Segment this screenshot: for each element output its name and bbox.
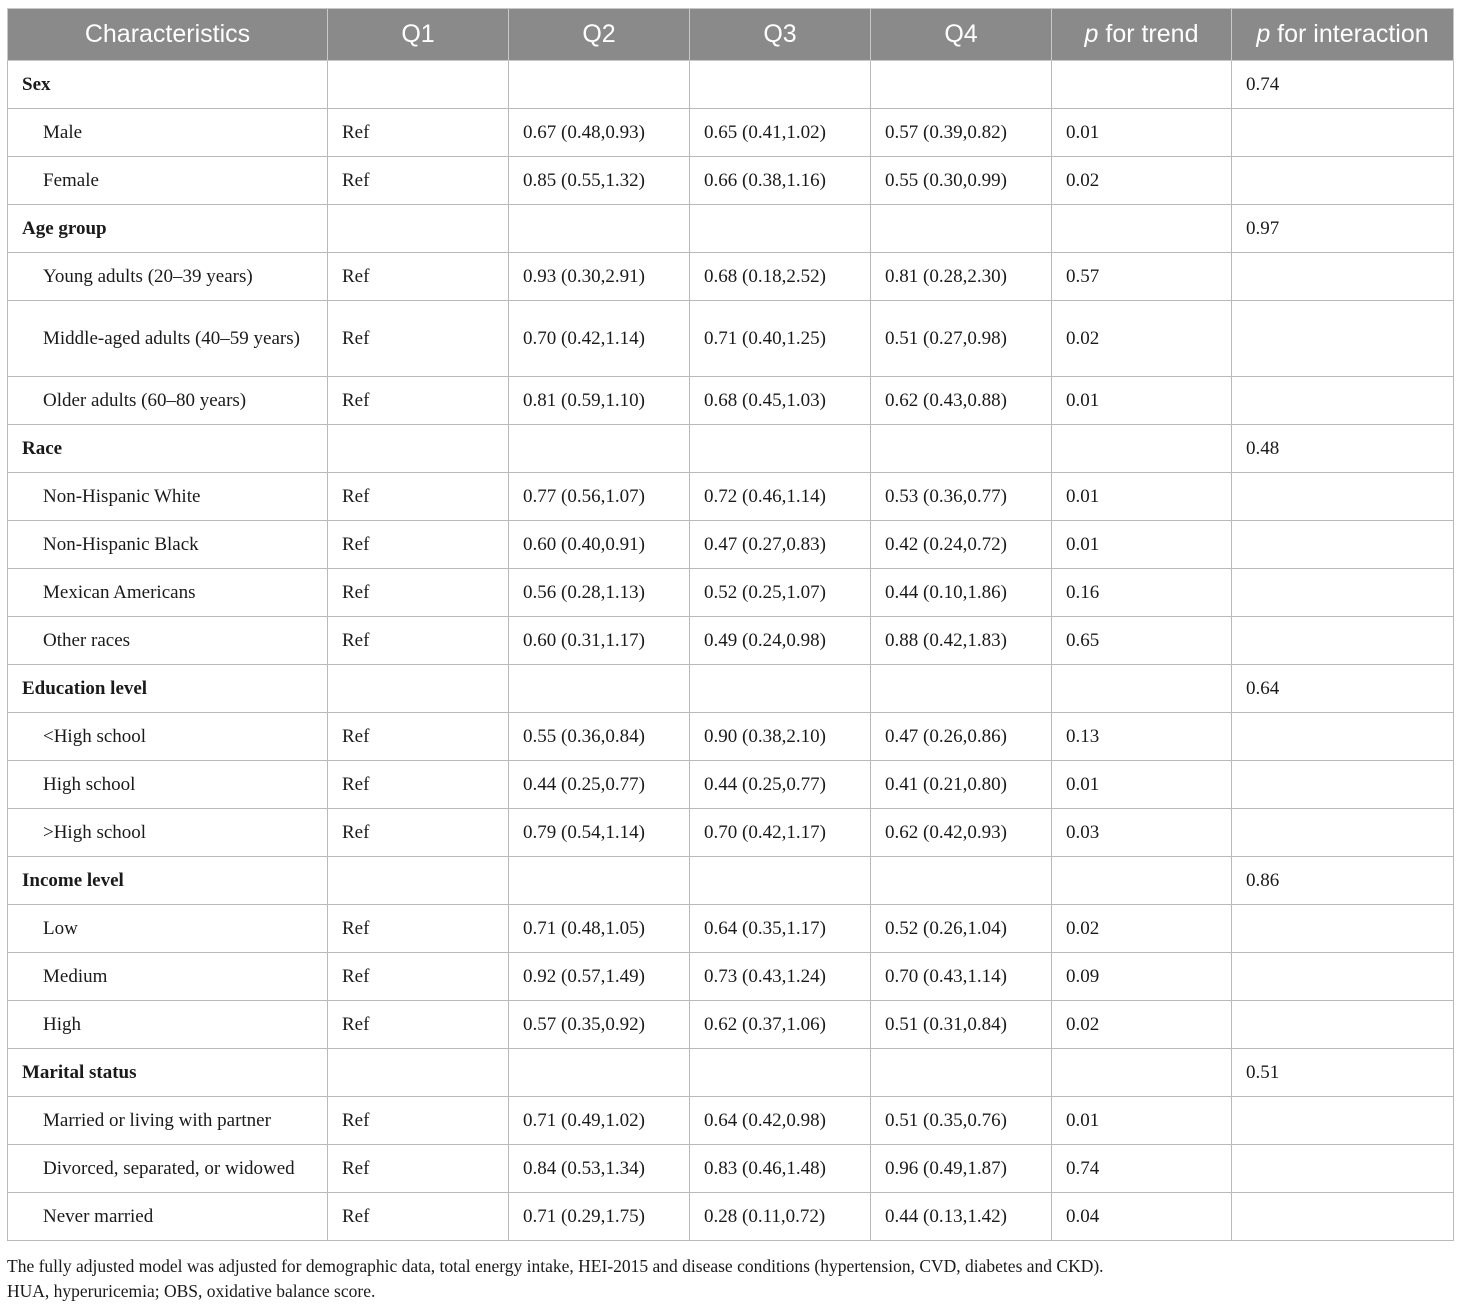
empty-cell: [690, 205, 871, 253]
table-row: [8, 1193, 1454, 1241]
empty-cell: [1232, 157, 1454, 205]
row-label: Married or living with partner: [8, 1097, 328, 1145]
group-label: Income level: [8, 857, 328, 905]
q3-value: 0.68 (0.18,2.52): [690, 253, 871, 301]
row-label: High: [8, 1001, 328, 1049]
empty-cell: [871, 857, 1052, 905]
q4-value: 0.44 (0.13,1.42): [871, 1193, 1052, 1241]
q4-value: 0.51 (0.35,0.76): [871, 1097, 1052, 1145]
p-interaction-value: 0.51: [1232, 1049, 1454, 1097]
q1-value: Ref: [328, 253, 509, 301]
empty-cell: [1232, 377, 1454, 425]
p-interaction-value: 0.48: [1232, 425, 1454, 473]
header-q3: Q3: [690, 9, 871, 61]
group-label: Sex: [8, 61, 328, 109]
q2-value: 0.71 (0.29,1.75): [509, 1193, 690, 1241]
row-label: Divorced, separated, or widowed: [8, 1145, 328, 1193]
p-trend-value: 0.01: [1052, 473, 1232, 521]
table-row: [8, 617, 1454, 665]
table-row: [8, 109, 1454, 157]
row-label: Middle-aged adults (40–59 years): [8, 301, 328, 377]
row-label: Older adults (60–80 years): [8, 377, 328, 425]
q3-value: 0.73 (0.43,1.24): [690, 953, 871, 1001]
header-q2: Q2: [509, 9, 690, 61]
q2-value: 0.71 (0.49,1.02): [509, 1097, 690, 1145]
q1-value: Ref: [328, 905, 509, 953]
empty-cell: [690, 857, 871, 905]
p-trend-value: 0.02: [1052, 905, 1232, 953]
p-trend-value: 0.13: [1052, 713, 1232, 761]
row-label: Male: [8, 109, 328, 157]
table-row: [8, 953, 1454, 1001]
empty-cell: [1232, 761, 1454, 809]
p-trend-value: 0.02: [1052, 301, 1232, 377]
group-row: [8, 205, 1454, 253]
row-label: Non-Hispanic Black: [8, 521, 328, 569]
q2-value: 0.71 (0.48,1.05): [509, 905, 690, 953]
empty-cell: [1052, 205, 1232, 253]
empty-cell: [690, 425, 871, 473]
subgroup-analysis-table: [7, 8, 1454, 1241]
q4-value: 0.62 (0.43,0.88): [871, 377, 1052, 425]
q4-value: 0.88 (0.42,1.83): [871, 617, 1052, 665]
header-p-for-interaction: [1232, 9, 1454, 61]
header-p-interaction-text: for interaction: [1270, 20, 1429, 48]
table-row: [8, 253, 1454, 301]
p-trend-value: 0.65: [1052, 617, 1232, 665]
empty-cell: [1232, 905, 1454, 953]
q1-value: Ref: [328, 377, 509, 425]
empty-cell: [690, 1049, 871, 1097]
p-trend-value: 0.57: [1052, 253, 1232, 301]
empty-cell: [871, 205, 1052, 253]
row-label: Medium: [8, 953, 328, 1001]
q3-value: 0.47 (0.27,0.83): [690, 521, 871, 569]
header-characteristics: Characteristics: [8, 9, 328, 61]
q3-value: 0.66 (0.38,1.16): [690, 157, 871, 205]
p-trend-value: 0.04: [1052, 1193, 1232, 1241]
table-row: [8, 301, 1454, 377]
q1-value: Ref: [328, 953, 509, 1001]
q4-value: 0.62 (0.42,0.93): [871, 809, 1052, 857]
q2-value: 0.93 (0.30,2.91): [509, 253, 690, 301]
q2-value: 0.92 (0.57,1.49): [509, 953, 690, 1001]
q3-value: 0.65 (0.41,1.02): [690, 109, 871, 157]
q3-value: 0.28 (0.11,0.72): [690, 1193, 871, 1241]
q4-value: 0.51 (0.27,0.98): [871, 301, 1052, 377]
empty-cell: [1232, 713, 1454, 761]
q3-value: 0.64 (0.35,1.17): [690, 905, 871, 953]
empty-cell: [871, 61, 1052, 109]
empty-cell: [1232, 1145, 1454, 1193]
q1-value: Ref: [328, 157, 509, 205]
empty-cell: [1232, 1193, 1454, 1241]
q4-value: 0.42 (0.24,0.72): [871, 521, 1052, 569]
p-trend-value: 0.01: [1052, 521, 1232, 569]
q1-value: Ref: [328, 713, 509, 761]
p-interaction-value: 0.86: [1232, 857, 1454, 905]
header-p-trend-text: for trend: [1098, 20, 1199, 48]
table-footnotes: [7, 1254, 1453, 1304]
q2-value: 0.57 (0.35,0.92): [509, 1001, 690, 1049]
q4-value: 0.57 (0.39,0.82): [871, 109, 1052, 157]
row-label: Mexican Americans: [8, 569, 328, 617]
footnote-abbreviations: HUA, hyperuricemia; OBS, oxidative balance score.: [7, 1281, 376, 1301]
p-trend-value: 0.01: [1052, 761, 1232, 809]
p-trend-value: 0.01: [1052, 377, 1232, 425]
footnote-adjustment: The fully adjusted model was adjusted for demographic data, total energy intake, HEI-2015 and disease conditions (hypertension, CVD, diabetes and CKD).: [7, 1256, 1104, 1276]
q4-value: 0.53 (0.36,0.77): [871, 473, 1052, 521]
empty-cell: [1232, 569, 1454, 617]
q1-value: Ref: [328, 473, 509, 521]
table-row: [8, 905, 1454, 953]
table-row: [8, 377, 1454, 425]
p-trend-value: 0.02: [1052, 157, 1232, 205]
row-label: Young adults (20–39 years): [8, 253, 328, 301]
q3-value: 0.70 (0.42,1.17): [690, 809, 871, 857]
p-trend-value: 0.16: [1052, 569, 1232, 617]
row-label: Low: [8, 905, 328, 953]
q1-value: Ref: [328, 109, 509, 157]
table-row: [8, 809, 1454, 857]
table-row: [8, 1145, 1454, 1193]
q1-value: Ref: [328, 809, 509, 857]
empty-cell: [509, 665, 690, 713]
empty-cell: [328, 665, 509, 713]
p-interaction-value: 0.97: [1232, 205, 1454, 253]
q1-value: Ref: [328, 569, 509, 617]
empty-cell: [1232, 1097, 1454, 1145]
empty-cell: [871, 425, 1052, 473]
q4-value: 0.47 (0.26,0.86): [871, 713, 1052, 761]
q4-value: 0.41 (0.21,0.80): [871, 761, 1052, 809]
group-row: [8, 61, 1454, 109]
table-row: [8, 157, 1454, 205]
table-row: [8, 1001, 1454, 1049]
q4-value: 0.44 (0.10,1.86): [871, 569, 1052, 617]
empty-cell: [871, 1049, 1052, 1097]
q1-value: Ref: [328, 1097, 509, 1145]
empty-cell: [328, 1049, 509, 1097]
empty-cell: [509, 1049, 690, 1097]
row-label: Non-Hispanic White: [8, 473, 328, 521]
row-label: High school: [8, 761, 328, 809]
table-row: [8, 569, 1454, 617]
empty-cell: [509, 857, 690, 905]
table-body: [8, 61, 1454, 1241]
empty-cell: [1232, 521, 1454, 569]
p-trend-value: 0.09: [1052, 953, 1232, 1001]
header-p-trend-italic: p: [1084, 20, 1099, 48]
q3-value: 0.90 (0.38,2.10): [690, 713, 871, 761]
table-row: [8, 1097, 1454, 1145]
header-p-interaction-italic: p: [1256, 20, 1271, 48]
q2-value: 0.67 (0.48,0.93): [509, 109, 690, 157]
group-label: Marital status: [8, 1049, 328, 1097]
empty-cell: [328, 425, 509, 473]
empty-cell: [1232, 617, 1454, 665]
row-label: <High school: [8, 713, 328, 761]
p-interaction-value: 0.64: [1232, 665, 1454, 713]
empty-cell: [328, 205, 509, 253]
empty-cell: [1052, 425, 1232, 473]
empty-cell: [1232, 301, 1454, 377]
group-row: [8, 665, 1454, 713]
q4-value: 0.81 (0.28,2.30): [871, 253, 1052, 301]
q2-value: 0.85 (0.55,1.32): [509, 157, 690, 205]
table-row: [8, 713, 1454, 761]
empty-cell: [509, 205, 690, 253]
q3-value: 0.64 (0.42,0.98): [690, 1097, 871, 1145]
header-row: [8, 9, 1454, 61]
p-trend-value: 0.03: [1052, 809, 1232, 857]
q3-value: 0.52 (0.25,1.07): [690, 569, 871, 617]
empty-cell: [871, 665, 1052, 713]
empty-cell: [1052, 61, 1232, 109]
group-row: [8, 857, 1454, 905]
q2-value: 0.60 (0.31,1.17): [509, 617, 690, 665]
table-row: [8, 761, 1454, 809]
q1-value: Ref: [328, 301, 509, 377]
empty-cell: [328, 857, 509, 905]
q2-value: 0.84 (0.53,1.34): [509, 1145, 690, 1193]
p-trend-value: 0.01: [1052, 109, 1232, 157]
q3-value: 0.71 (0.40,1.25): [690, 301, 871, 377]
q2-value: 0.81 (0.59,1.10): [509, 377, 690, 425]
group-label: Race: [8, 425, 328, 473]
empty-cell: [1232, 253, 1454, 301]
empty-cell: [1232, 1001, 1454, 1049]
group-row: [8, 425, 1454, 473]
q2-value: 0.79 (0.54,1.14): [509, 809, 690, 857]
table-row: [8, 521, 1454, 569]
group-label: Education level: [8, 665, 328, 713]
q4-value: 0.96 (0.49,1.87): [871, 1145, 1052, 1193]
q3-value: 0.62 (0.37,1.06): [690, 1001, 871, 1049]
empty-cell: [1232, 809, 1454, 857]
q4-value: 0.51 (0.31,0.84): [871, 1001, 1052, 1049]
empty-cell: [1052, 1049, 1232, 1097]
row-label: Never married: [8, 1193, 328, 1241]
q3-value: 0.44 (0.25,0.77): [690, 761, 871, 809]
row-label: Female: [8, 157, 328, 205]
empty-cell: [509, 425, 690, 473]
empty-cell: [1052, 665, 1232, 713]
q3-value: 0.49 (0.24,0.98): [690, 617, 871, 665]
group-label: Age group: [8, 205, 328, 253]
empty-cell: [1052, 857, 1232, 905]
q4-value: 0.70 (0.43,1.14): [871, 953, 1052, 1001]
group-row: [8, 1049, 1454, 1097]
q2-value: 0.60 (0.40,0.91): [509, 521, 690, 569]
header-q4: Q4: [871, 9, 1052, 61]
row-label: Other races: [8, 617, 328, 665]
empty-cell: [1232, 473, 1454, 521]
p-trend-value: 0.74: [1052, 1145, 1232, 1193]
table-row: [8, 473, 1454, 521]
q1-value: Ref: [328, 521, 509, 569]
row-label: >High school: [8, 809, 328, 857]
empty-cell: [690, 665, 871, 713]
header-q1: Q1: [328, 9, 509, 61]
empty-cell: [1232, 109, 1454, 157]
q1-value: Ref: [328, 1193, 509, 1241]
empty-cell: [509, 61, 690, 109]
empty-cell: [690, 61, 871, 109]
p-trend-value: 0.02: [1052, 1001, 1232, 1049]
q1-value: Ref: [328, 761, 509, 809]
p-interaction-value: 0.74: [1232, 61, 1454, 109]
q2-value: 0.70 (0.42,1.14): [509, 301, 690, 377]
q4-value: 0.52 (0.26,1.04): [871, 905, 1052, 953]
q1-value: Ref: [328, 1145, 509, 1193]
q2-value: 0.56 (0.28,1.13): [509, 569, 690, 617]
p-trend-value: 0.01: [1052, 1097, 1232, 1145]
q1-value: Ref: [328, 1001, 509, 1049]
q1-value: Ref: [328, 617, 509, 665]
header-p-for-trend: [1052, 9, 1232, 61]
q4-value: 0.55 (0.30,0.99): [871, 157, 1052, 205]
q2-value: 0.77 (0.56,1.07): [509, 473, 690, 521]
q3-value: 0.72 (0.46,1.14): [690, 473, 871, 521]
q2-value: 0.55 (0.36,0.84): [509, 713, 690, 761]
empty-cell: [328, 61, 509, 109]
q3-value: 0.68 (0.45,1.03): [690, 377, 871, 425]
q2-value: 0.44 (0.25,0.77): [509, 761, 690, 809]
empty-cell: [1232, 953, 1454, 1001]
q3-value: 0.83 (0.46,1.48): [690, 1145, 871, 1193]
